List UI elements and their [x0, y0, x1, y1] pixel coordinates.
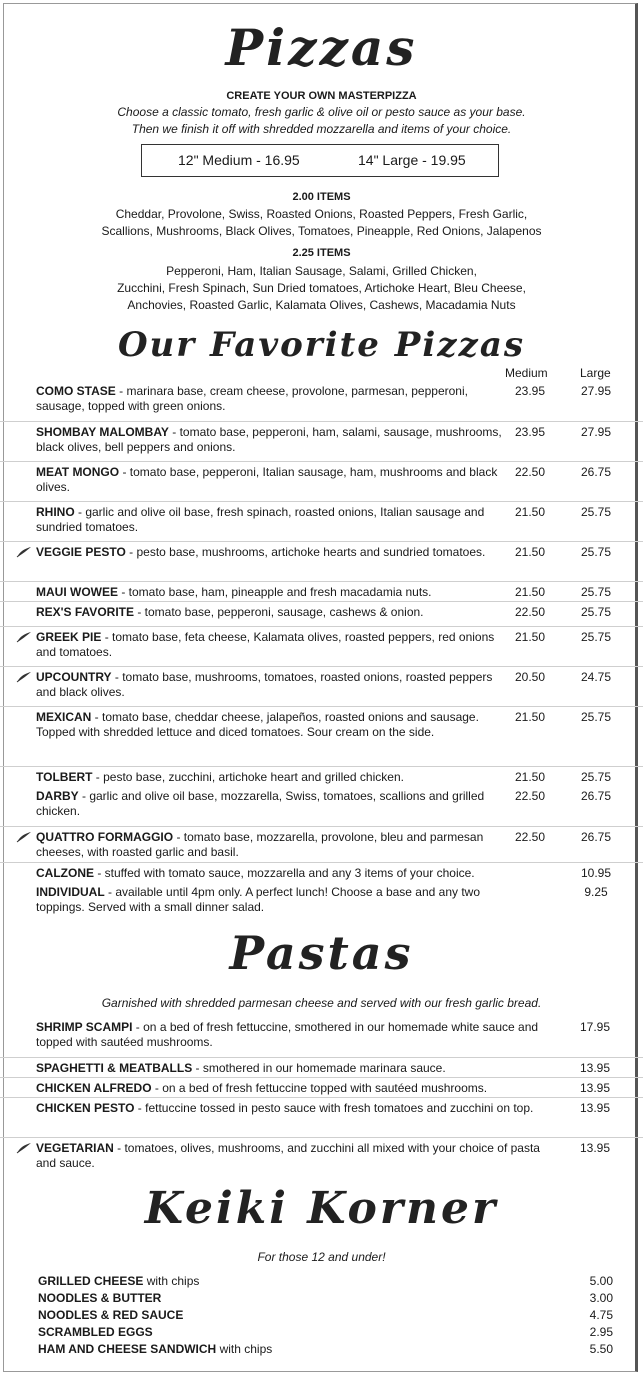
pizza-price-medium: 23.95	[514, 425, 546, 439]
pasta-item-description: - on a bed of fresh fettuccine topped with sautéed mushrooms.	[151, 1081, 488, 1095]
pizza-price-medium: 22.50	[514, 605, 546, 619]
keiki-item-name: HAM AND CHEESE SANDWICH	[38, 1342, 217, 1356]
pizza-menu-item	[0, 666, 643, 706]
pizza-menu-item	[0, 421, 643, 461]
keiki-item-name: NOODLES & BUTTER	[38, 1291, 162, 1305]
keiki-menu-item	[0, 1290, 643, 1307]
intro-line-2: Then we finish it off with shredded mozzarella and items of your choice.	[131, 122, 512, 136]
pizza-price-medium: 21.50	[514, 505, 546, 519]
pizza-item-name: RHINO	[36, 505, 75, 519]
pizza-menu-item	[0, 862, 643, 882]
keiki-item-text	[38, 1341, 272, 1358]
keiki-price: 2.95	[589, 1325, 613, 1339]
pizza-menu-item	[0, 501, 643, 541]
tier2-line-3: Anchovies, Roasted Garlic, Kalamata Olives, Cashews, Macadamia Nuts	[127, 298, 516, 312]
tier1-line-1: Cheddar, Provolone, Swiss, Roasted Onions, Roasted Peppers, Fresh Garlic,	[115, 207, 528, 221]
pasta-item-text	[36, 1061, 556, 1076]
pizza-price-medium: 21.50	[514, 770, 546, 784]
pizza-price-large: 25.75	[580, 630, 612, 644]
pizza-menu-item	[0, 706, 643, 766]
keiki-price: 3.00	[589, 1291, 613, 1305]
pizza-menu-item	[0, 381, 643, 421]
keiki-item-extra: with chips	[143, 1274, 200, 1288]
keiki-title: Keiki Korner	[144, 1183, 499, 1234]
pizza-price-medium: 20.50	[514, 670, 546, 684]
pizza-price-medium: 21.50	[514, 710, 546, 724]
keiki-menu-item	[0, 1341, 643, 1358]
pasta-menu-item	[0, 1077, 643, 1097]
pasta-price: 13.95	[579, 1081, 611, 1095]
pizza-price-medium: 21.50	[514, 630, 546, 644]
pizza-item-text	[36, 866, 506, 881]
pizza-item-text	[36, 710, 506, 740]
pizza-item-description: - tomato base, ham, pineapple and fresh macadamia nuts.	[118, 585, 432, 599]
pizza-item-text	[36, 789, 506, 819]
keiki-item-text	[38, 1290, 161, 1307]
col-medium-header: Medium	[505, 366, 548, 380]
pizza-menu-item	[0, 541, 643, 581]
pastas-title: Pastas	[229, 926, 414, 980]
pizza-item-text	[36, 670, 506, 700]
pasta-item-text	[36, 1141, 556, 1171]
pizza-price-large: 25.75	[580, 585, 612, 599]
pizza-price-large: 25.75	[580, 505, 612, 519]
pasta-menu-item	[0, 1017, 643, 1057]
pasta-menu-item	[0, 1097, 643, 1137]
keiki-subtitle: For those 12 and under!	[257, 1250, 386, 1264]
pizza-price-medium: 23.95	[514, 384, 546, 398]
pasta-item-description: - fettuccine tossed in pesto sauce with fresh tomatoes and zucchini on top.	[134, 1101, 534, 1115]
size-medium: 12" Medium - 16.95	[178, 152, 300, 168]
pizza-price-large: 26.75	[580, 830, 612, 844]
pizza-menu-item	[0, 826, 643, 862]
pizza-item-description: - tomato base, pepperoni, sausage, cashews & onion.	[133, 605, 424, 619]
pizza-price-large: 25.75	[580, 710, 612, 724]
pizza-item-description: - garlic and olive oil base, mozzarella, Swiss, tomatoes, scallions and grilled chicken.	[36, 789, 485, 818]
pizza-item-text	[36, 605, 506, 620]
pizza-item-description: - garlic and olive oil base, fresh spinach, roasted onions, Italian sausage and sundried tomatoes.	[36, 505, 485, 534]
vegetarian-leaf-icon	[16, 831, 32, 843]
pizza-item-name: MAUI WOWEE	[36, 585, 118, 599]
pasta-item-description: - tomatoes, olives, mushrooms, and zucchini all mixed with your choice of pasta and sauce.	[36, 1141, 540, 1170]
pasta-price: 13.95	[579, 1141, 611, 1155]
keiki-item-name: NOODLES & RED SAUCE	[38, 1308, 184, 1322]
pizza-item-text	[36, 830, 506, 860]
pasta-item-name: CHICKEN ALFREDO	[36, 1081, 152, 1095]
keiki-menu-item	[0, 1324, 643, 1341]
keiki-item-text	[38, 1324, 153, 1341]
pasta-item-text	[36, 1101, 556, 1116]
col-large-header: Large	[580, 366, 611, 380]
keiki-item-name: SCRAMBLED EGGS	[38, 1325, 153, 1339]
pizza-item-name: COMO STASE	[36, 384, 116, 398]
pizza-item-description: - pesto base, zucchini, artichoke heart and grilled chicken.	[92, 770, 404, 784]
pizza-price-large: 10.95	[580, 866, 612, 880]
pizza-item-name: CALZONE	[36, 866, 94, 880]
keiki-menu-item	[0, 1307, 643, 1324]
pizza-item-description: - tomato base, pepperoni, Italian sausage, ham, mushrooms and black olives.	[36, 465, 498, 494]
pizza-price-large: 25.75	[580, 545, 612, 559]
pizza-item-name: INDIVIDUAL	[36, 885, 105, 899]
keiki-menu-item	[0, 1273, 643, 1290]
favorites-title: Our Favorite Pizzas	[117, 325, 526, 365]
pizza-item-description: - available until 4pm only. A perfect lunch! Choose a base and any two toppings. Served with a small dinner salad.	[36, 885, 481, 914]
pasta-item-description: - on a bed of fresh fettuccine, smothered in our homemade white sauce and topped with sautéed mushrooms.	[36, 1020, 539, 1049]
pasta-item-description: - smothered in our homemade marinara sauce.	[192, 1061, 446, 1075]
pizza-item-name: QUATTRO FORMAGGIO	[36, 830, 174, 844]
tier1-line-2: Scallions, Mushrooms, Black Olives, Tomatoes, Pineapple, Red Onions, Jalapenos	[101, 224, 542, 238]
pizza-item-text	[36, 770, 506, 785]
pizza-item-text	[36, 630, 506, 660]
pizza-item-name: GREEK PIE	[36, 630, 102, 644]
pastas-subtitle: Garnished with shredded parmesan cheese and served with our fresh garlic bread.	[101, 996, 542, 1010]
size-large: 14" Large - 19.95	[358, 152, 466, 168]
pizza-item-text	[36, 384, 506, 414]
tier2-line-1: Pepperoni, Ham, Italian Sausage, Salami, Grilled Chicken,	[166, 264, 477, 278]
pizza-price-large: 9.25	[584, 885, 608, 899]
pizza-item-description: - tomato base, mozzarella, provolone, bleu and parmesan cheeses, with roasted garlic and basil.	[36, 830, 484, 859]
tier2-line-2: Zucchini, Fresh Spinach, Sun Dried tomatoes, Artichoke Heart, Bleu Cheese,	[117, 281, 526, 295]
pizza-price-medium: 21.50	[514, 585, 546, 599]
pizza-item-name: MEXICAN	[36, 710, 92, 724]
pizza-menu-item	[0, 786, 643, 826]
tier1-heading: 2.00 ITEMS	[292, 191, 351, 203]
pizza-price-large: 27.95	[580, 425, 612, 439]
pizza-price-large: 26.75	[580, 465, 612, 479]
pizza-price-medium: 22.50	[514, 465, 546, 479]
pasta-item-text	[36, 1081, 556, 1096]
keiki-price: 4.75	[589, 1308, 613, 1322]
pizza-item-name: SHOMBAY MALOMBAY	[36, 425, 169, 439]
keiki-item-extra: with chips	[216, 1342, 273, 1356]
pizza-item-description: - stuffed with tomato sauce, mozzarella and any 3 items of your choice.	[94, 866, 475, 880]
pizza-item-name: UPCOUNTRY	[36, 670, 112, 684]
vegetarian-leaf-icon	[16, 1142, 32, 1154]
pizza-price-medium: 22.50	[514, 789, 546, 803]
pizza-menu-item	[0, 461, 643, 501]
pizza-menu-item	[0, 601, 643, 626]
pizza-item-text	[36, 885, 506, 915]
pizza-price-large: 26.75	[580, 789, 612, 803]
pizza-menu-item	[0, 766, 643, 786]
size-price-box	[141, 144, 499, 177]
pizza-item-name: VEGGIE PESTO	[36, 545, 126, 559]
pasta-item-name: SPAGHETTI & MEATBALLS	[36, 1061, 193, 1075]
pasta-price: 17.95	[579, 1020, 611, 1034]
keiki-item-text	[38, 1307, 183, 1324]
pasta-item-name: SHRIMP SCAMPI	[36, 1020, 133, 1034]
pizza-item-description: - tomato base, mushrooms, tomatoes, roasted onions, roasted peppers and black olives.	[36, 670, 493, 699]
pizza-price-large: 25.75	[580, 770, 612, 784]
keiki-price: 5.50	[589, 1342, 613, 1356]
pizza-item-name: TOLBERT	[36, 770, 93, 784]
pasta-item-text	[36, 1020, 556, 1050]
pizza-item-description: - tomato base, feta cheese, Kalamata olives, roasted peppers, red onions and tomatoes.	[36, 630, 495, 659]
pizza-price-large: 27.95	[580, 384, 612, 398]
pizza-price-large: 24.75	[580, 670, 612, 684]
pasta-menu-item	[0, 1137, 643, 1177]
pizza-item-name: REX'S FAVORITE	[36, 605, 134, 619]
create-heading: CREATE YOUR OWN MASTERPIZZA	[226, 90, 417, 102]
pizza-item-description: - marinara base, cream cheese, provolone, parmesan, pepperoni, sausage, topped with green onions.	[36, 384, 468, 413]
pasta-price: 13.95	[579, 1061, 611, 1075]
pasta-item-name: VEGETARIAN	[36, 1141, 114, 1155]
pizza-item-name: DARBY	[36, 789, 79, 803]
pizza-item-text	[36, 505, 506, 535]
pizza-item-description: - tomato base, pepperoni, ham, salami, sausage, mushrooms, black olives, bell peppers and onions.	[36, 425, 502, 454]
pizza-item-text	[36, 465, 506, 495]
pizza-item-text	[36, 585, 506, 600]
keiki-item-name: GRILLED CHEESE	[38, 1274, 144, 1288]
vegetarian-leaf-icon	[16, 546, 32, 558]
pizza-price-large: 25.75	[580, 605, 612, 619]
intro-line-1: Choose a classic tomato, fresh garlic & olive oil or pesto sauce as your base.	[117, 105, 526, 119]
pizza-item-description: - pesto base, mushrooms, artichoke hearts and sundried tomatoes.	[125, 545, 486, 559]
pizza-menu-item	[0, 626, 643, 666]
pasta-price: 13.95	[579, 1101, 611, 1115]
pizza-item-text	[36, 425, 506, 455]
pizza-price-medium: 21.50	[514, 545, 546, 559]
pizza-menu-item	[0, 882, 643, 922]
pizza-item-description: - tomato base, cheddar cheese, jalapeños, roasted onions and sausage. Topped with shredded lettuce and diced tomatoes. Sour cream on the side.	[36, 710, 479, 739]
tier2-heading: 2.25 ITEMS	[292, 247, 351, 259]
keiki-item-text	[38, 1273, 199, 1290]
pasta-item-name: CHICKEN PESTO	[36, 1101, 135, 1115]
keiki-price: 5.00	[589, 1274, 613, 1288]
pizza-item-text	[36, 545, 506, 560]
vegetarian-leaf-icon	[16, 631, 32, 643]
pasta-menu-item	[0, 1057, 643, 1077]
pizza-menu-item	[0, 581, 643, 601]
vegetarian-leaf-icon	[16, 671, 32, 683]
pizza-price-medium: 22.50	[514, 830, 546, 844]
pizzas-title: Pizzas	[225, 18, 418, 77]
pizza-item-name: MEAT MONGO	[36, 465, 120, 479]
